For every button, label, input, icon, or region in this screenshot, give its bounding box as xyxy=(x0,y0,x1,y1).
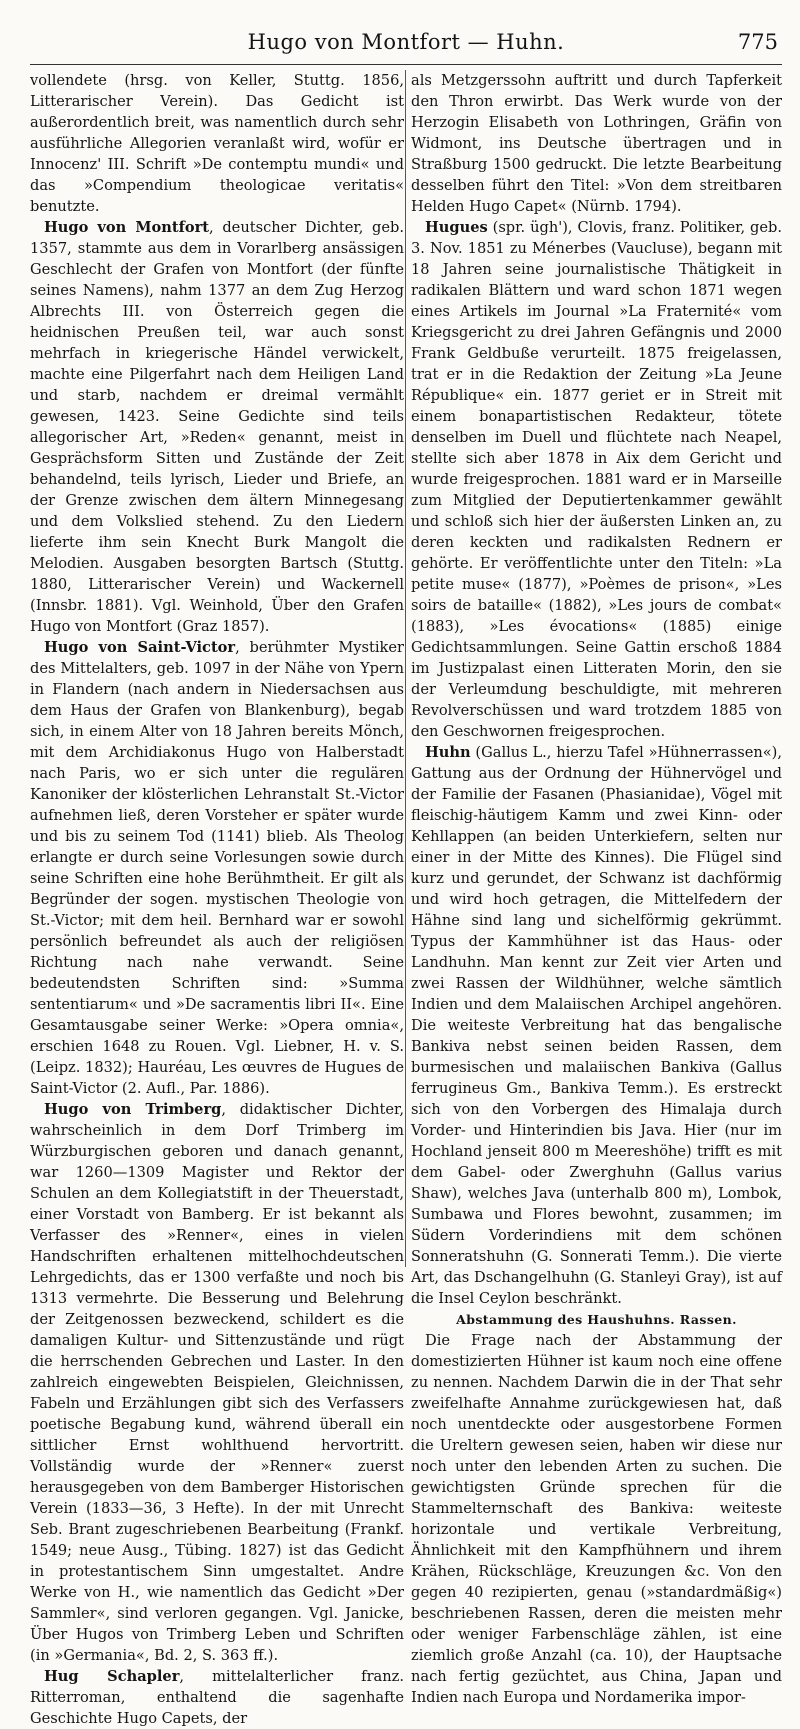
left-column xyxy=(30,70,404,1727)
entry-text: , didaktischer Dichter, wahrscheinlich in dem Dorf Trimberg im Würzburgischen geboren und danach genannt, war 1260—1309 Magister und Rektor der Schulen an dem Kollegiatstift in der Theuerstadt, einer Vorstadt von Bamberg. Er ist bekannt als Verfasser des »Renner«, eines in vielen Handschriften erhaltenen mittelhochdeutschen Lehrgedichts, das er 1300 verfaßte und noch bis 1313 vermehrte. Die Besserung und Belehrung der Zeitgenossen bezweckend, schildert es die damaligen Kultur- und Sittenzustände und rügt die herrschenden Gebrechen und Laster. In den zahlreich eingewebten Beispielen, Gleichnissen, Fabeln und Erzählungen gibt sich des Verfassers poetische Begabung kund, während überall ein sittlicher Ernst wohlthuend hervortritt. Vollständig wurde der »Renner« zuerst herausgegeben von dem Bamberger Historischen Verein (1833—36, 3 Hefte). In der mit Unrecht Seb. Brant zugeschriebenen Bearbeitung (Frankf. 1549; neue Ausg., Tübing. 1827) ist das Gedicht in protestantischem Sinn umgestaltet. Andre Werke von H., wie namentlich das Gedicht »Der Sammler«, sind verloren gegangen. Vgl. Janicke, Über Hugos von Trimberg Leben und Schriften (in »Germania«, Bd. 2, S. 363 ff.). xyxy=(30,1101,404,1664)
section-paragraph xyxy=(411,1330,782,1708)
entry-huhn xyxy=(411,742,782,1309)
entry-headword: Hugo von Saint-Victor xyxy=(44,639,236,656)
entry-text: , mittelalterlicher franz. Ritterroman, enthaltend die sagenhafte Geschichte Hugo Capets, der xyxy=(30,1668,404,1727)
entry-headword: Hug Schapler xyxy=(44,1668,180,1685)
header-rule xyxy=(30,64,782,65)
entry-text: (spr. ügh'), Clovis, franz. Politiker, geb. 3. Nov. 1851 zu Ménerbes (Vaucluse), begann mit 18 Jahren seine journalistische Thätigkeit in radikalen Blättern und ward schon 1871 wegen eines Artikels im Journal »La Fraternité« vom Kriegsgericht zu drei Jahren Gefängnis und 2000 Frank Geldbuße verurteilt. 1875 freigelassen, trat er in die Redaktion der Zeitung »La Jeune République« ein. 1877 geriet er in Streit mit einem bonapartistischen Redakteur, tötete denselben im Duell und flüchtete nach Neapel, stellte sich aber 1878 in Aix dem Gericht und wurde freigesprochen. 1881 ward er in Marseille zum Mitglied der Deputiertenkammer gewählt und schloß sich hier der äußersten Linken an, zu deren keckten und radikalsten Rednern er gehörte. Er veröffentlichte unter den Titeln: »La petite muse« (1877), »Poèmes de prison«, »Les soirs de bataille« (1882), »Les jours de combat« (1883), »Les évocations« (1885) einige Gedichtsammlungen. Seine Gattin erschoß 1884 im Justizpalast einen Litteraten Morin, den sie der Verleumdung beschuldigte, mit mehreren Revolverschüssen und ward trotzdem 1885 von den Geschwornen freigesprochen. xyxy=(411,219,782,740)
entry-headword: Hugo von Montfort xyxy=(44,219,210,236)
entry-headword: Hugo von Trimberg xyxy=(44,1101,222,1118)
page-number: 775 xyxy=(737,30,778,54)
right-column xyxy=(411,70,782,1706)
entry-hugo-von-saint-victor xyxy=(30,637,404,1099)
entry-hug-schapler xyxy=(30,1666,404,1729)
entry-headword: Huhn xyxy=(425,744,471,761)
entry-hugues xyxy=(411,217,782,742)
entry-text: , deutscher Dichter, geb. 1357, stammte aus dem in Vorarlberg ansässigen Geschlecht der Grafen von Montfort (der fünfte seines Namens), nahm 1377 an dem Zug Herzog Albrechts III. von Österreich gegen die heidnischen Preußen teil, war auch sonst mehrfach in kriegerische Händel verwickelt, machte eine Pilgerfahrt nach dem Heiligen Land und starb, nachdem er dreimal vermählt gewesen, 1423. Seine Gedichte sind teils allegorischer Art, »Reden« genannt, meist in Gesprächsform Sitten und Zustände der Zeit behandelnd, teils lyrisch, Lieder und Briefe, an der Grenze zwischen dem ältern Minnegesang und dem Volkslied stehend. Zu den Liedern lieferte ihm sein Knecht Burk Mangolt die Melodien. Ausgaben besorgten Bartsch (Stuttg. 1880, Litterarischer Verein) und Wackernell (Innsbr. 1881). Vgl. Weinhold, Über den Grafen Hugo von Montfort (Graz 1857). xyxy=(30,219,404,635)
entry-hugo-von-montfort xyxy=(30,217,404,637)
continuation-paragraph xyxy=(30,70,404,217)
running-title: Hugo von Montfort — Huhn. xyxy=(247,30,565,54)
page-header xyxy=(30,26,782,64)
entry-hugo-von-trimberg xyxy=(30,1099,404,1666)
entry-text: vollendete (hrsg. von Keller, Stuttg. 1856, Litterarischer Verein). Das Gedicht ist außerordentlich breit, was namentlich durch sehr ausführliche Allegorien veranlaßt wird, wofür er Innocenz' III. Schrift »De contemptu mundi« und das »Compendium theologicae veritatis« benutzte. xyxy=(30,72,404,215)
continuation-paragraph xyxy=(411,70,782,217)
section-subheading: Abstammung des Haushuhns. Rassen. xyxy=(456,1312,737,1327)
entry-text: , berühmter Mystiker des Mittelalters, geb. 1097 in der Nähe von Ypern in Flandern (nach andern in Niedersachsen aus dem Haus der Grafen von Blankenburg), begab sich, in einem Alter von 18 Jahren bereits Mönch, mit dem Archidiakonus Hugo von Halberstadt nach Paris, wo er sich unter die regulären Kanoniker der klösterlichen Lehranstalt St.-Victor aufnehmen ließ, deren Vorsteher er später wurde und bis zu seinem Tod (1141) blieb. Als Theolog erlangte er durch seine Vorlesungen sowie durch seine Schriften eine hohe Berühmtheit. Er gilt als Begründer der sogen. mystischen Theologie von St.-Victor; mit dem heil. Bernhard war er sowohl persönlich befreundet als auch der religiösen Richtung nach nahe verwandt. Seine bedeutendsten Schriften sind: »Summa sententiarum« und »De sacramentis libri II«. Eine Gesamtausgabe seiner Werke: »Opera omnia«, erschien 1648 zu Rouen. Vgl. Liebner, H. v. S. (Leipz. 1832); Hauréau, Les œuvres de Hugues de Saint-Victor (2. Aufl., Par. 1886). xyxy=(30,639,404,1097)
column-divider xyxy=(405,70,406,1267)
entry-text: Die Frage nach der Abstammung der domestizierten Hühner ist kaum noch eine offene zu nennen. Nachdem Darwin die in der That sehr zweifelhafte Annahme zurückgewiesen hat, daß noch unentdeckte oder ausgestorbene Formen die Ureltern gewesen seien, haben wir diese nur noch unter den lebenden Arten zu suchen. Die gewichtigsten Gründe sprechen für die Stammelternschaft des Bankiva: weiteste horizontale und vertikale Verbreitung, Ähnlichkeit mit den Kampfhühnern und ihrem Krähen, Rückschläge, Kreuzungen &c. Von den gegen 40 rezipierten, genau (»standardmäßig«) beschriebenen Rassen, deren die meisten mehr oder weniger Farbenschläge zählen, ist eine ziemlich große Anzahl (ca. 10), der Hauptsache nach fertig gezüchtet, aus China, Japan und Indien nach Europa und Nordamerika impor- xyxy=(411,1332,782,1706)
entry-text: (Gallus L., hierzu Tafel »Hühnerrassen«), Gattung aus der Ordnung der Hühnervögel und der Familie der Fasanen (Phasianidae), Vögel mit fleischig-häutigem Kamm und zwei Kinn- oder Kehllappen (an beiden Unterkiefern, selten nur einer in der Mitte des Kinnes). Die Flügel sind kurz und gerundet, der Schwanz ist dachförmig und wird hoch getragen, die Mittelfedern der Hähne sind lang und sichelförmig gekrümmt. Typus der Kammhühner ist das Haus- oder Landhuhn. Man kennt zur Zeit vier Arten und zwei Rassen der Wildhühner, welche sämtlich Indien und dem Malaiischen Archipel angehören. Die weiteste Verbreitung hat das bengalische Bankiva nebst seinen beiden Rassen, dem burmesischen und malaiischen Bankiva (Gallus ferrugineus Gm., Bankiva Temm.). Es erstreckt sich von den Vorbergen des Himalaja durch Vorder- und Hinterindien bis Java. Hier (nur im Hochland jenseit 800 m Meereshöhe) trifft es mit dem Gabel- oder Zwerghuhn (Gallus varius Shaw), welches Java (unterhalb 800 m), Lombok, Sumbawa und Flores bewohnt, zusammen; im Südern Vorderindiens mit dem schönen Sonneratshuhn (G. Sonnerati Temm.). Die vierte Art, das Dschangelhuhn (G. Stanleyi Gray), ist auf die Insel Ceylon beschränkt. xyxy=(411,744,782,1307)
entry-headword: Hugues xyxy=(425,219,488,236)
entry-text: als Metzgerssohn auftritt und durch Tapferkeit den Thron erwirbt. Das Werk wurde von der Herzogin Elisabeth von Lothringen, Gräfin von Widmont, ins Deutsche übertragen und in Straßburg 1500 gedruckt. Die letzte Bearbeitung desselben führt den Titel: »Von dem streitbaren Helden Hugo Capet« (Nürnb. 1794). xyxy=(411,72,782,215)
